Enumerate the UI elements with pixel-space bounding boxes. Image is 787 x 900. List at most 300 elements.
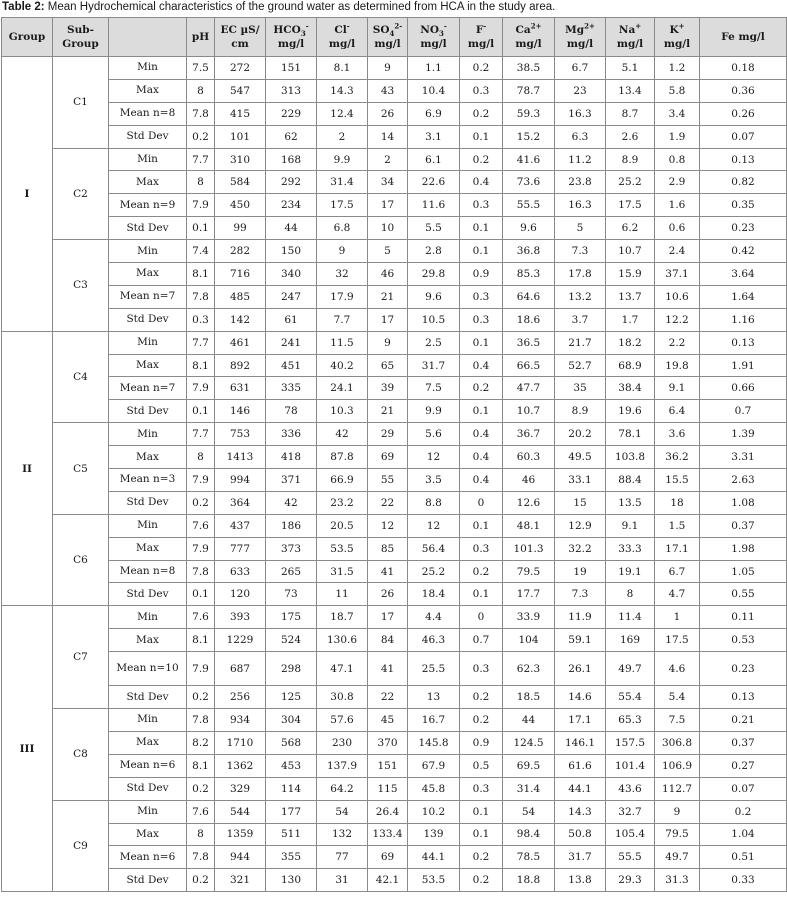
value-cell: 524 [266,629,317,652]
value-cell: 461 [215,331,266,354]
value-cell: 59.1 [555,629,606,652]
value-cell: 256 [215,686,266,709]
value-cell: 79.5 [655,823,700,846]
value-cell: 31 [317,869,368,892]
value-cell: 31.7 [555,846,606,869]
value-cell: 453 [266,754,317,777]
value-cell: 15.9 [606,263,655,286]
value-cell: 132 [317,823,368,846]
value-cell: 1.6 [655,194,700,217]
header-ec: EC µS/ cm [215,18,266,57]
value-cell: 38.4 [606,377,655,400]
stat-label-cell: Max [109,537,187,560]
value-cell: 0.2 [187,777,215,800]
value-cell: 139 [408,823,460,846]
value-cell: 6.2 [606,217,655,240]
subgroup-cell: C4 [53,331,109,423]
value-cell: 0.4 [460,354,503,377]
value-cell: 34 [368,171,408,194]
value-cell: 415 [215,102,266,125]
value-cell: 33.1 [555,469,606,492]
value-cell: 10.7 [503,400,555,423]
subgroup-cell: C8 [53,709,109,801]
table-row [2,446,787,469]
value-cell: 12 [368,514,408,537]
table-row [2,240,787,263]
value-cell: 30.8 [317,686,368,709]
value-cell: 355 [266,846,317,869]
value-cell: 6.4 [655,400,700,423]
value-cell: 17.9 [317,285,368,308]
table-row [2,800,787,823]
header-hco3: $HCO_3^-$ mg/l [266,18,317,57]
value-cell: 0.23 [700,652,787,686]
value-cell: 7.9 [187,469,215,492]
value-cell: 7.8 [187,285,215,308]
value-cell: 7.6 [187,606,215,629]
value-cell: 26.4 [368,800,408,823]
header-group: Group [2,18,53,57]
value-cell: 46.3 [408,629,460,652]
value-cell: 62 [266,125,317,148]
value-cell: 544 [215,800,266,823]
table-row [2,606,787,629]
value-cell: 20.2 [555,423,606,446]
value-cell: 265 [266,560,317,583]
value-cell: 43.6 [606,777,655,800]
value-cell: 53.5 [408,869,460,892]
stat-label-cell: Std Dev [109,217,187,240]
value-cell: 25.2 [606,171,655,194]
value-cell: 78.1 [606,423,655,446]
value-cell: 49.5 [555,446,606,469]
header-ph: pH [187,18,215,57]
value-cell: 55.5 [503,194,555,217]
table-row [2,754,787,777]
value-cell: 0.2 [460,869,503,892]
value-cell: 65.3 [606,709,655,732]
value-cell: 0.4 [460,423,503,446]
value-cell: 631 [215,377,266,400]
value-cell: 84 [368,629,408,652]
value-cell: 31.4 [503,777,555,800]
value-cell: 393 [215,606,266,629]
value-cell: 19.8 [655,354,700,377]
value-cell: 1362 [215,754,266,777]
value-cell: 168 [266,148,317,171]
table-row [2,125,787,148]
value-cell: 137.9 [317,754,368,777]
value-cell: 17 [368,194,408,217]
value-cell: 0.42 [700,240,787,263]
value-cell: 52.7 [555,354,606,377]
value-cell: 85 [368,537,408,560]
value-cell: 1229 [215,629,266,652]
value-cell: 18.8 [503,869,555,892]
value-cell: 45.8 [408,777,460,800]
value-cell: 47.1 [317,652,368,686]
value-cell: 73 [266,583,317,606]
stat-label-cell: Min [109,57,187,80]
subgroup-cell: C7 [53,606,109,709]
value-cell: 46 [368,263,408,286]
value-cell: 370 [368,731,408,754]
stat-label-cell: Max [109,629,187,652]
table-row [2,217,787,240]
value-cell: 22 [368,491,408,514]
value-cell: 12 [408,514,460,537]
value-cell: 0.13 [700,148,787,171]
value-cell: 69 [368,846,408,869]
stat-label-cell: Mean n=8 [109,560,187,583]
value-cell: 42 [317,423,368,446]
value-cell: 41.6 [503,148,555,171]
value-cell: 6.7 [555,57,606,80]
value-cell: 10.7 [606,240,655,263]
table-row [2,423,787,446]
value-cell: 3.6 [655,423,700,446]
value-cell: 1359 [215,823,266,846]
table-row [2,148,787,171]
value-cell: 13.2 [555,285,606,308]
value-cell: 0.2 [460,148,503,171]
value-cell: 3.1 [408,125,460,148]
value-cell: 8.7 [606,102,655,125]
value-cell: 2.4 [655,240,700,263]
value-cell: 151 [266,57,317,80]
value-cell: 64.6 [503,285,555,308]
value-cell: 0.35 [700,194,787,217]
group-cell: III [2,606,53,892]
value-cell: 4.6 [655,652,700,686]
value-cell: 78.5 [503,846,555,869]
value-cell: 150 [266,240,317,263]
value-cell: 14.3 [555,800,606,823]
value-cell: 32.2 [555,537,606,560]
table-row [2,777,787,800]
value-cell: 0.3 [460,308,503,331]
value-cell: 9 [368,57,408,80]
value-cell: 18.4 [408,583,460,606]
stat-label-cell: Mean n=10 [109,652,187,686]
value-cell: 1.98 [700,537,787,560]
group-cell: I [2,57,53,332]
value-cell: 32 [317,263,368,286]
value-cell: 0.1 [460,240,503,263]
value-cell: 0.55 [700,583,787,606]
value-cell: 114 [266,777,317,800]
value-cell: 0.3 [460,79,503,102]
value-cell: 0.1 [460,125,503,148]
value-cell: 9.1 [655,377,700,400]
value-cell: 13.8 [555,869,606,892]
subgroup-cell: C5 [53,423,109,515]
value-cell: 0.36 [700,79,787,102]
value-cell: 29.3 [606,869,655,892]
stat-label-cell: Mean n=7 [109,377,187,400]
table-row [2,514,787,537]
value-cell: 7.3 [555,240,606,263]
value-cell: 9.6 [503,217,555,240]
value-cell: 5.6 [408,423,460,446]
value-cell: 892 [215,354,266,377]
value-cell: 26 [368,583,408,606]
value-cell: 64.2 [317,777,368,800]
value-cell: 9.9 [317,148,368,171]
value-cell: 62.3 [503,652,555,686]
table-caption [2,0,785,14]
value-cell: 18.6 [503,308,555,331]
table-row [2,308,787,331]
value-cell: 6.7 [655,560,700,583]
value-cell: 125 [266,686,317,709]
value-cell: 0.2 [187,491,215,514]
value-cell: 10.5 [408,308,460,331]
subgroup-cell: C2 [53,148,109,240]
value-cell: 101 [215,125,266,148]
table-row [2,79,787,102]
value-cell: 0.3 [460,537,503,560]
value-cell: 310 [215,148,266,171]
value-cell: 282 [215,240,266,263]
value-cell: 5 [555,217,606,240]
value-cell: 44 [266,217,317,240]
value-cell: 6.1 [408,148,460,171]
value-cell: 13 [408,686,460,709]
value-cell: 42.1 [368,869,408,892]
value-cell: 60.3 [503,446,555,469]
value-cell: 0.2 [460,102,503,125]
value-cell: 49.7 [606,652,655,686]
value-cell: 21.7 [555,331,606,354]
header-f: F- mg/l [460,18,503,57]
value-cell: 8.9 [555,400,606,423]
value-cell: 69.5 [503,754,555,777]
value-cell: 145.8 [408,731,460,754]
value-cell: 2.5 [408,331,460,354]
value-cell: 7.9 [187,537,215,560]
value-cell: 45 [368,709,408,732]
value-cell: 335 [266,377,317,400]
value-cell: 33.3 [606,537,655,560]
value-cell: 0.9 [460,263,503,286]
value-cell: 7.7 [187,423,215,446]
value-cell: 1.05 [700,560,787,583]
value-cell: 3.5 [408,469,460,492]
value-cell: 103.8 [606,446,655,469]
value-cell: 373 [266,537,317,560]
value-cell: 32.7 [606,800,655,823]
value-cell: 169 [606,629,655,652]
value-cell: 57.6 [317,709,368,732]
table-row [2,285,787,308]
header-k: K+ mg/l [655,18,700,57]
value-cell: 37.1 [655,263,700,286]
table-row [2,869,787,892]
value-cell: 0.1 [460,514,503,537]
value-cell: 177 [266,800,317,823]
value-cell: 12.6 [503,491,555,514]
value-cell: 49.7 [655,846,700,869]
value-cell: 87.8 [317,446,368,469]
value-cell: 16.3 [555,194,606,217]
value-cell: 31.3 [655,869,700,892]
value-cell: 5.5 [408,217,460,240]
value-cell: 12.4 [317,102,368,125]
value-cell: 241 [266,331,317,354]
stat-label-cell: Std Dev [109,583,187,606]
value-cell: 340 [266,263,317,286]
value-cell: 0.2 [460,846,503,869]
value-cell: 0.2 [700,800,787,823]
value-cell: 7.4 [187,240,215,263]
value-cell: 17.1 [555,709,606,732]
stat-label-cell: Max [109,446,187,469]
value-cell: 1.04 [700,823,787,846]
value-cell: 9.6 [408,285,460,308]
value-cell: 0.4 [460,469,503,492]
value-cell: 1.1 [408,57,460,80]
value-cell: 98.4 [503,823,555,846]
stat-label-cell: Std Dev [109,869,187,892]
table-row [2,731,787,754]
value-cell: 5.8 [655,79,700,102]
value-cell: 0.2 [460,560,503,583]
value-cell: 9.1 [606,514,655,537]
stat-label-cell: Min [109,148,187,171]
value-cell: 0.4 [460,446,503,469]
value-cell: 2 [368,148,408,171]
value-cell: 19.6 [606,400,655,423]
value-cell: 14.6 [555,686,606,709]
value-cell: 9 [655,800,700,823]
value-cell: 61 [266,308,317,331]
value-cell: 130 [266,869,317,892]
value-cell: 0.1 [460,800,503,823]
value-cell: 3.31 [700,446,787,469]
value-cell: 0.23 [700,217,787,240]
value-cell: 0.21 [700,709,787,732]
value-cell: 0.37 [700,514,787,537]
value-cell: 336 [266,423,317,446]
value-cell: 23 [555,79,606,102]
value-cell: 0.4 [460,171,503,194]
value-cell: 7.9 [187,652,215,686]
value-cell: 85.3 [503,263,555,286]
stat-label-cell: Mean n=7 [109,285,187,308]
value-cell: 0.3 [187,308,215,331]
table-row [2,537,787,560]
table-row [2,377,787,400]
value-cell: 17.7 [503,583,555,606]
stat-label-cell: Max [109,731,187,754]
value-cell: 78 [266,400,317,423]
value-cell: 0 [460,491,503,514]
stat-label-cell: Max [109,354,187,377]
table-row [2,686,787,709]
value-cell: 19.1 [606,560,655,583]
value-cell: 18 [655,491,700,514]
value-cell: 0.1 [187,400,215,423]
value-cell: 31.5 [317,560,368,583]
value-cell: 17.1 [655,537,700,560]
value-cell: 17.8 [555,263,606,286]
value-cell: 329 [215,777,266,800]
value-cell: 66.9 [317,469,368,492]
stat-label-cell: Max [109,171,187,194]
value-cell: 124.5 [503,731,555,754]
value-cell: 55 [368,469,408,492]
value-cell: 10.6 [655,285,700,308]
value-cell: 9.9 [408,400,460,423]
value-cell: 321 [215,869,266,892]
value-cell: 6.9 [408,102,460,125]
value-cell: 44 [503,709,555,732]
value-cell: 8.1 [317,57,368,80]
header-na: Na+ mg/l [606,18,655,57]
value-cell: 20.5 [317,514,368,537]
value-cell: 0.82 [700,171,787,194]
table-row [2,629,787,652]
value-cell: 1.16 [700,308,787,331]
value-cell: 8.1 [187,263,215,286]
value-cell: 55.5 [606,846,655,869]
value-cell: 120 [215,583,266,606]
value-cell: 1413 [215,446,266,469]
value-cell: 67.9 [408,754,460,777]
stat-label-cell: Max [109,823,187,846]
value-cell: 0.5 [460,754,503,777]
value-cell: 59.3 [503,102,555,125]
value-cell: 10.3 [317,400,368,423]
value-cell: 61.6 [555,754,606,777]
value-cell: 0.9 [460,731,503,754]
value-cell: 0.8 [655,148,700,171]
value-cell: 16.7 [408,709,460,732]
value-cell: 26.1 [555,652,606,686]
value-cell: 31.4 [317,171,368,194]
table-row [2,331,787,354]
value-cell: 230 [317,731,368,754]
value-cell: 146 [215,400,266,423]
value-cell: 15.5 [655,469,700,492]
header-cl: Cl- mg/l [317,18,368,57]
stat-label-cell: Mean n=6 [109,754,187,777]
value-cell: 0.2 [460,57,503,80]
stat-label-cell: Std Dev [109,400,187,423]
value-cell: 47.7 [503,377,555,400]
value-cell: 10 [368,217,408,240]
value-cell: 6.3 [555,125,606,148]
value-cell: 77 [317,846,368,869]
value-cell: 364 [215,491,266,514]
group-cell: II [2,331,53,606]
header-fe: Fe mg/l [700,18,787,57]
value-cell: 7.9 [187,377,215,400]
value-cell: 9 [317,240,368,263]
stat-label-cell: Std Dev [109,125,187,148]
value-cell: 0.2 [187,686,215,709]
value-cell: 40.2 [317,354,368,377]
value-cell: 35 [555,377,606,400]
value-cell: 234 [266,194,317,217]
value-cell: 42 [266,491,317,514]
value-cell: 36.2 [655,446,700,469]
value-cell: 15 [555,491,606,514]
value-cell: 18.2 [606,331,655,354]
value-cell: 48.1 [503,514,555,537]
value-cell: 0.13 [700,331,787,354]
